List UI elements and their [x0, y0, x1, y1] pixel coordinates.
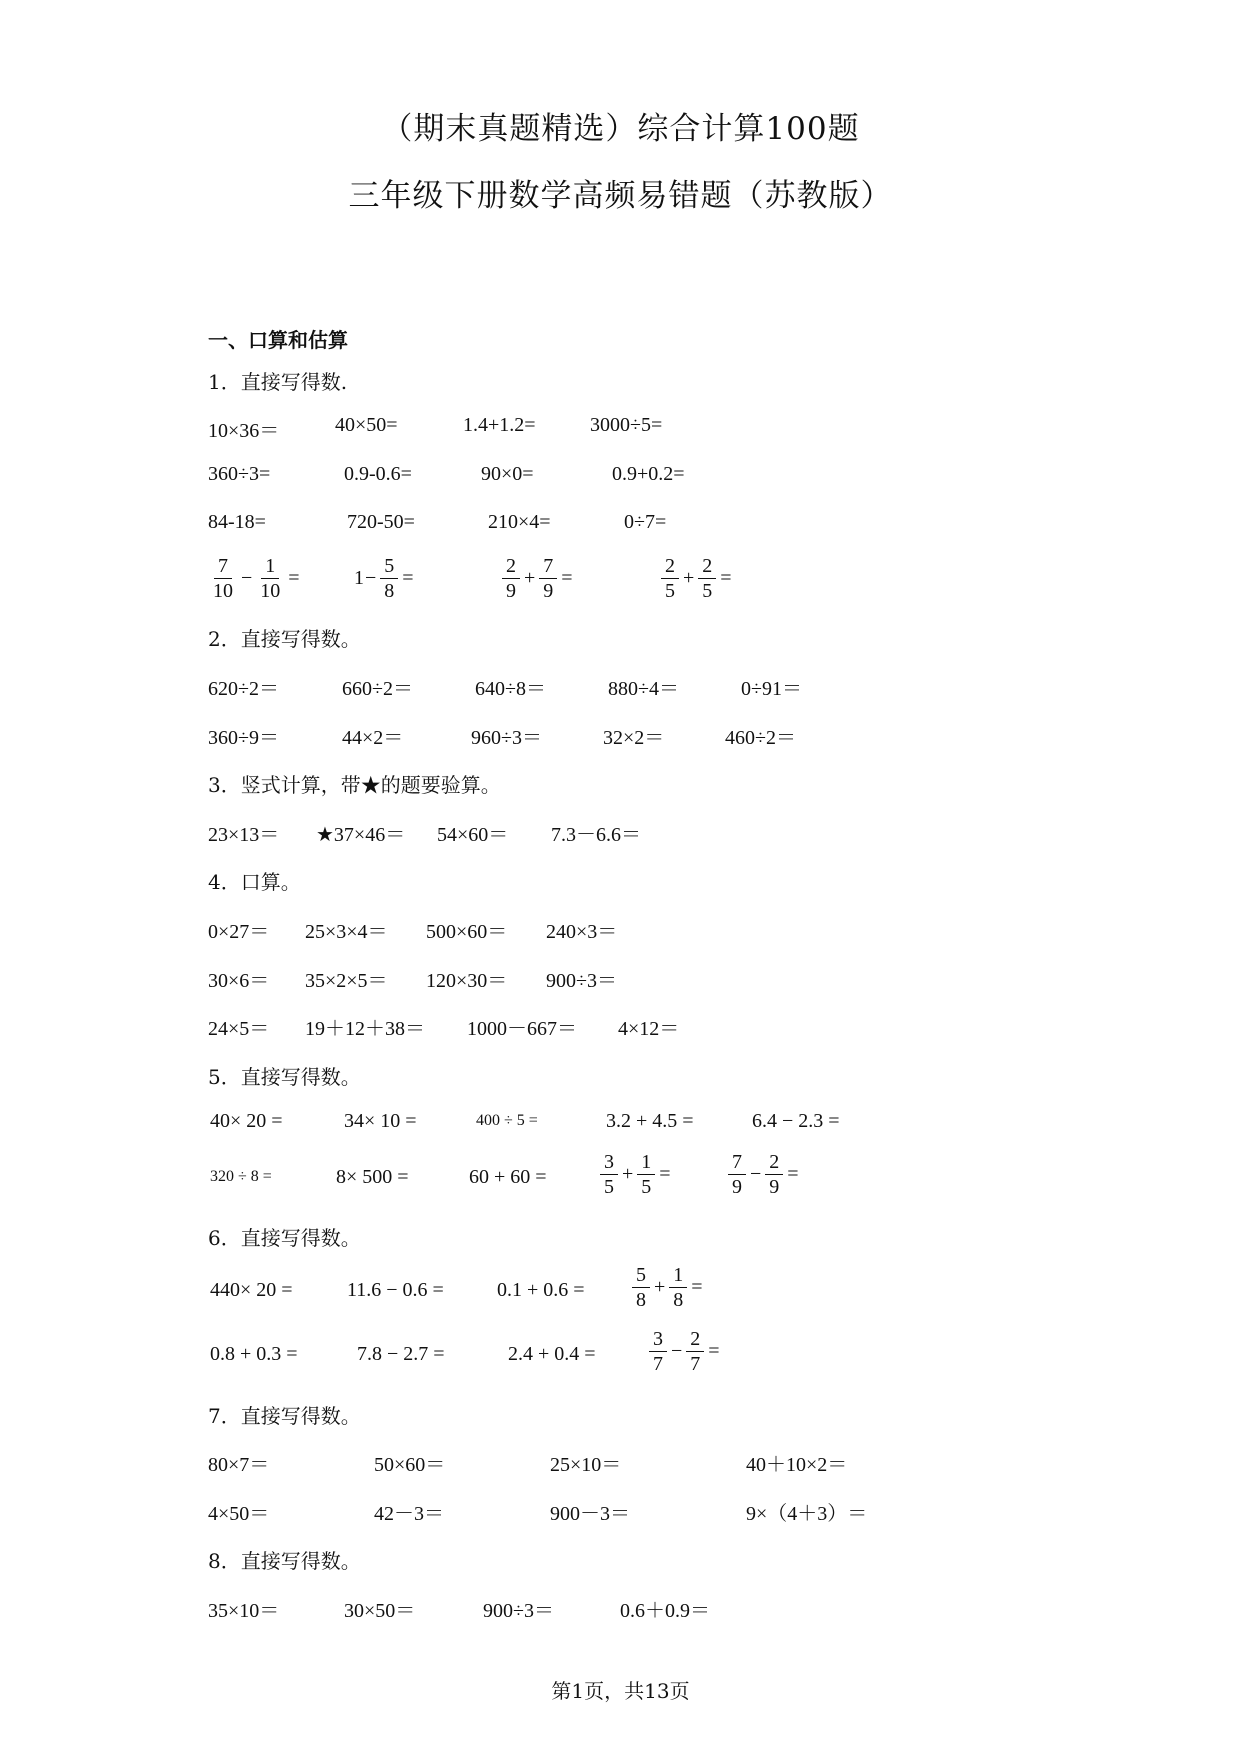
expression: 4×12＝: [618, 1018, 680, 1040]
question-6-label: 6．直接写得数。: [208, 1226, 361, 1250]
expression: 360÷3=: [208, 463, 271, 485]
fraction-expression: 2 9 + $\frac{7}{9}$ =: [499, 554, 574, 603]
question-7-label: 7．直接写得数。: [208, 1404, 361, 1428]
fraction-expression: 1 − $\frac{5}{8}$ =: [354, 555, 414, 602]
expression: 35×2×5＝: [305, 970, 388, 992]
fraction-expression: 7 9 − $\frac{2}{9}$ =: [725, 1150, 800, 1199]
expression: 2.4 + 0.4 =: [508, 1343, 596, 1365]
page-title: （期末真题精选）综合计算100题: [381, 111, 860, 147]
expression: 0÷7=: [624, 511, 667, 533]
expression: 7.8 − 2.7 =: [357, 1343, 445, 1365]
expression: 240×3＝: [546, 921, 618, 943]
fraction: $\frac{5}{8}$: [380, 554, 398, 603]
fraction-expression: 7 10 − $\frac{1}{10}$ =: [206, 554, 301, 603]
expression: 40×50=: [335, 414, 398, 436]
fraction: $\frac{7}{9}$: [539, 554, 557, 603]
expression: 0.1 + 0.6 =: [497, 1279, 585, 1301]
expression: 320 ÷ 8 =: [210, 1168, 272, 1185]
expression: 3000÷5=: [590, 414, 663, 436]
fraction: $\frac{1}{5}$: [637, 1150, 655, 1199]
expression: 60 + 60 =: [469, 1166, 547, 1188]
expression: 8× 500 =: [336, 1166, 409, 1188]
expression: 6.4 − 2.3 =: [752, 1110, 840, 1132]
expression: 900÷3＝: [546, 970, 617, 992]
expression: 0×27＝: [208, 921, 270, 943]
fraction: $\frac{2}{5}$: [698, 554, 716, 603]
fraction: $\frac{1}{10}$: [260, 555, 281, 602]
question-4-label: 4．口算。: [208, 870, 301, 894]
expression: 4×50＝: [208, 1503, 270, 1525]
fraction-expression: 5 8 + $\frac{1}{8}$ =: [629, 1263, 704, 1312]
fraction: 2 9: [502, 554, 520, 603]
expression: 44×2＝: [342, 727, 404, 749]
fraction-expression: 3 5 + $\frac{1}{5}$ =: [597, 1150, 672, 1199]
expression: 960÷3＝: [471, 727, 542, 749]
section-heading: 一、口算和估算: [208, 328, 348, 352]
page-subtitle: 三年级下册数学高频易错题（苏教版）: [348, 178, 893, 214]
expression: 34× 10 =: [344, 1110, 417, 1132]
fraction-expression: 3 7 − $\frac{2}{7}$ =: [646, 1327, 721, 1376]
expression: ★37×46＝: [316, 824, 406, 846]
expression: 25×3×4＝: [305, 921, 388, 943]
expression: 80×7＝: [208, 1454, 270, 1476]
expression: 30×50＝: [344, 1600, 416, 1622]
fraction: 2 5: [661, 554, 679, 603]
expression: 620÷2＝: [208, 678, 279, 700]
fraction: $\frac{2}{7}$: [686, 1327, 704, 1376]
expression: 30×6＝: [208, 970, 270, 992]
expression: 7.3－6.6＝: [551, 824, 641, 846]
expression: 460÷2＝: [725, 727, 796, 749]
fraction-expression: 2 5 + $\frac{2}{5}$ =: [658, 554, 733, 603]
page-footer: 第1页，共13页: [551, 1679, 690, 1703]
expression: 84-18=: [208, 511, 266, 533]
question-5-label: 5．直接写得数。: [208, 1065, 361, 1089]
fraction: 5 8: [632, 1263, 650, 1312]
expression: 50×60＝: [374, 1454, 446, 1476]
expression: 42－3＝: [374, 1503, 444, 1525]
expression: 880÷4＝: [608, 678, 679, 700]
expression: 900÷3＝: [483, 1600, 554, 1622]
expression: 500×60＝: [426, 921, 508, 943]
expression: 40＋10×2＝: [746, 1454, 848, 1476]
fraction: 3 7: [649, 1327, 667, 1376]
expression: 0÷91＝: [741, 678, 802, 700]
expression: 640÷8＝: [475, 678, 546, 700]
expression: 0.6＋0.9＝: [620, 1600, 710, 1622]
expression: 1000－667＝: [467, 1018, 577, 1040]
expression: 0.8 + 0.3 =: [210, 1343, 298, 1365]
expression: 19＋12＋38＝: [305, 1018, 425, 1040]
fraction: 7 9: [728, 1150, 746, 1199]
expression: 54×60＝: [437, 824, 509, 846]
fraction: $\frac{2}{9}$: [765, 1150, 783, 1199]
question-2-label: 2．直接写得数。: [208, 627, 361, 651]
fraction: $\frac{1}{8}$: [669, 1263, 687, 1312]
expression: 0.9-0.6=: [344, 463, 412, 485]
expression: 660÷2＝: [342, 678, 413, 700]
expression: 440× 20 =: [210, 1279, 293, 1301]
expression: 210×4=: [488, 511, 551, 533]
expression: 25×10＝: [550, 1454, 622, 1476]
expression: 120×30＝: [426, 970, 508, 992]
expression: 10×36＝: [208, 420, 280, 442]
expression: 0.9+0.2=: [612, 463, 685, 485]
question-8-label: 8．直接写得数。: [208, 1549, 361, 1573]
question-3-label: 3．竖式计算，带★的题要验算。: [208, 773, 501, 797]
expression: 1.4+1.2=: [463, 414, 536, 436]
expression: 23×13＝: [208, 824, 280, 846]
expression: 24×5＝: [208, 1018, 270, 1040]
expression: 9×（4＋3）＝: [746, 1503, 868, 1525]
question-1-label: 1．直接写得数.: [208, 370, 348, 394]
expression: 720-50=: [347, 511, 415, 533]
expression: 40× 20 =: [210, 1110, 283, 1132]
expression: 900－3＝: [550, 1503, 630, 1525]
expression: 400 ÷ 5 =: [476, 1112, 538, 1129]
fraction: 7 10: [213, 555, 233, 602]
expression: 11.6 − 0.6 =: [347, 1279, 444, 1301]
expression: 32×2＝: [603, 727, 665, 749]
fraction: 3 5: [600, 1150, 618, 1199]
expression: 35×10＝: [208, 1600, 280, 1622]
expression: 3.2 + 4.5 =: [606, 1110, 694, 1132]
expression: 90×0=: [481, 463, 534, 485]
expression: 360÷9＝: [208, 727, 279, 749]
